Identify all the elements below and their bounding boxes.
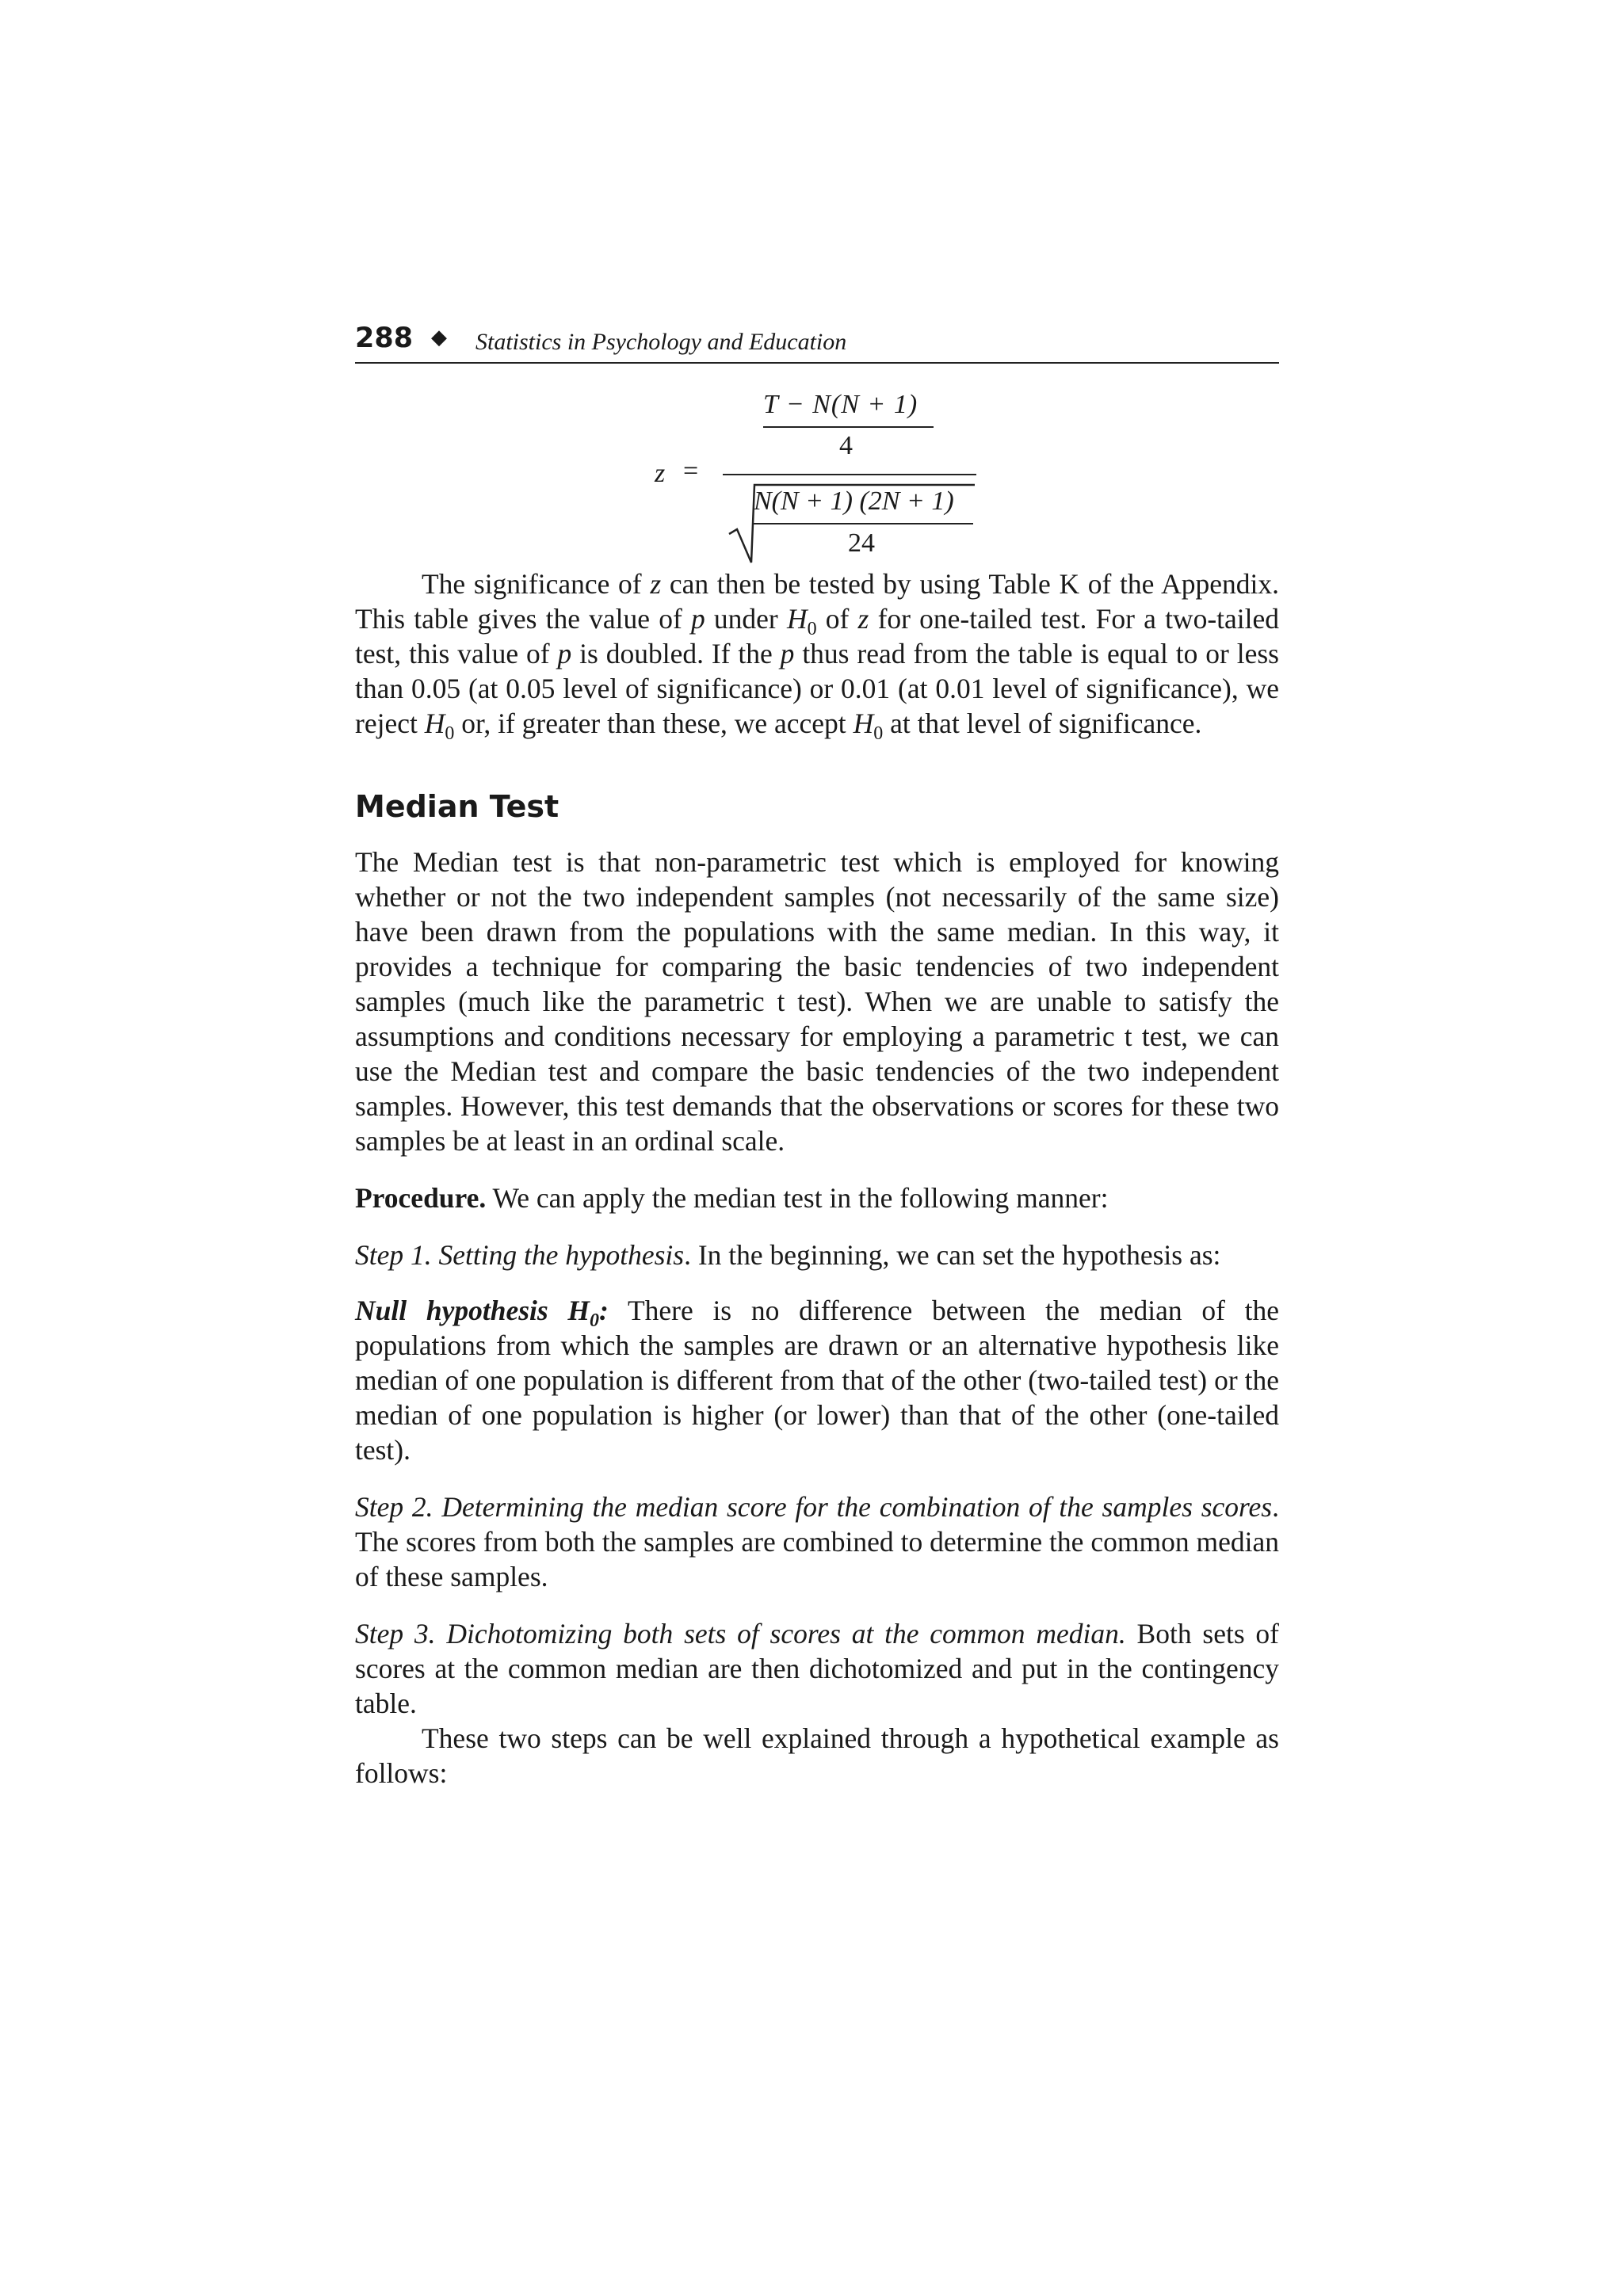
median-test-intro-paragraph: The Median test is that non-parametric test which is employed for knowing whether or not the two independent samples (not necessarily of the same size) have been drawn from the populations with the same median. In this way, it provides a technique for comparing the basic tendencies of two independent samples (much like the parametric t test). When we are unable to satisfy the assumptions and conditions necessary for employing a parametric t test, we can use the Median test and compare the basic tendencies of the two independent samples. However, this test demands that the observations or scores for these two samples be at least in an ordinal scale. [355,846,1279,1157]
formula-numerator-top: T − N(N + 1) [763,390,918,419]
procedure-label: Procedure. [355,1182,487,1214]
step-3-paragraph: Step 3. Dichotomizing both sets of scores at the common median. Both sets of scores at the common median are then dichotomized and put in the contingency table. [355,1618,1279,1719]
step-2-paragraph: Step 2. Determining the median score for the combination of the samples scores. The scores from both the samples are combined to determine the common median of these samples. [355,1491,1279,1592]
step-1-paragraph: Step 1. Setting the hypothesis. In the beginning, we can set the hypothesis as: [355,1239,1221,1271]
null-hypothesis-paragraph: Null hypothesis $H_0$: There is no difference between the median of the populations from which the samples are drawn or an alternative hypothesis like median of one population is different from that of the other (two-tailed test) or the median of one population is higher (or lower) than that of the other (one-tailed test). [355,1295,1279,1466]
formula-numerator-bottom: 4 [839,431,853,460]
formula-radicand-bottom: 24 [848,528,875,558]
z-formula [355,377,1279,563]
running-title: Statistics in Psychology and Education [475,329,847,355]
page-number: 288 [355,322,414,354]
procedure-paragraph: Procedure. We can apply the median test in the following manner: [355,1182,1109,1214]
formula-equals: = [683,456,699,486]
formula-lhs: z [655,459,666,488]
closing-paragraph: These two steps can be well explained through a hypothetical example as follows: [355,1722,1279,1789]
step-1-label: Step 1. Setting the hypothesis [355,1239,685,1271]
page-content [355,321,1279,1791]
radicand-fraction-bar [754,523,973,524]
numerator-fraction-bar [763,426,934,428]
formula-radicand-top: N(N + 1) (2N + 1) [754,486,954,516]
step-2-label: Step 2. Determining the median score for the combination of the samples scores [355,1491,1273,1523]
significance-paragraph: The significance of z can then be tested by using Table K of the Appendix. This table gives the value of p under $H_0$ of z for one-tailed test. For a two-tailed test, this value of p is doubled. If the p thus read from the table is equal to or less than 0.05 (at 0.05 level of significance) or 0.01 (at 0.01 level of significance), we reject $H_0$ or, if greater than these, we accept $H_0$ at that level of significance. [355,568,1279,745]
step-3-label: Step 3. Dichotomizing both sets of scores at the common median. [355,1618,1126,1650]
running-header [355,321,1279,364]
main-fraction-bar [723,474,976,475]
diamond-separator-icon: ◆ [431,326,447,349]
null-hypothesis-label: Null hypothesis $H_0$: [355,1295,609,1332]
section-heading-median-test: Median Test [355,789,559,824]
